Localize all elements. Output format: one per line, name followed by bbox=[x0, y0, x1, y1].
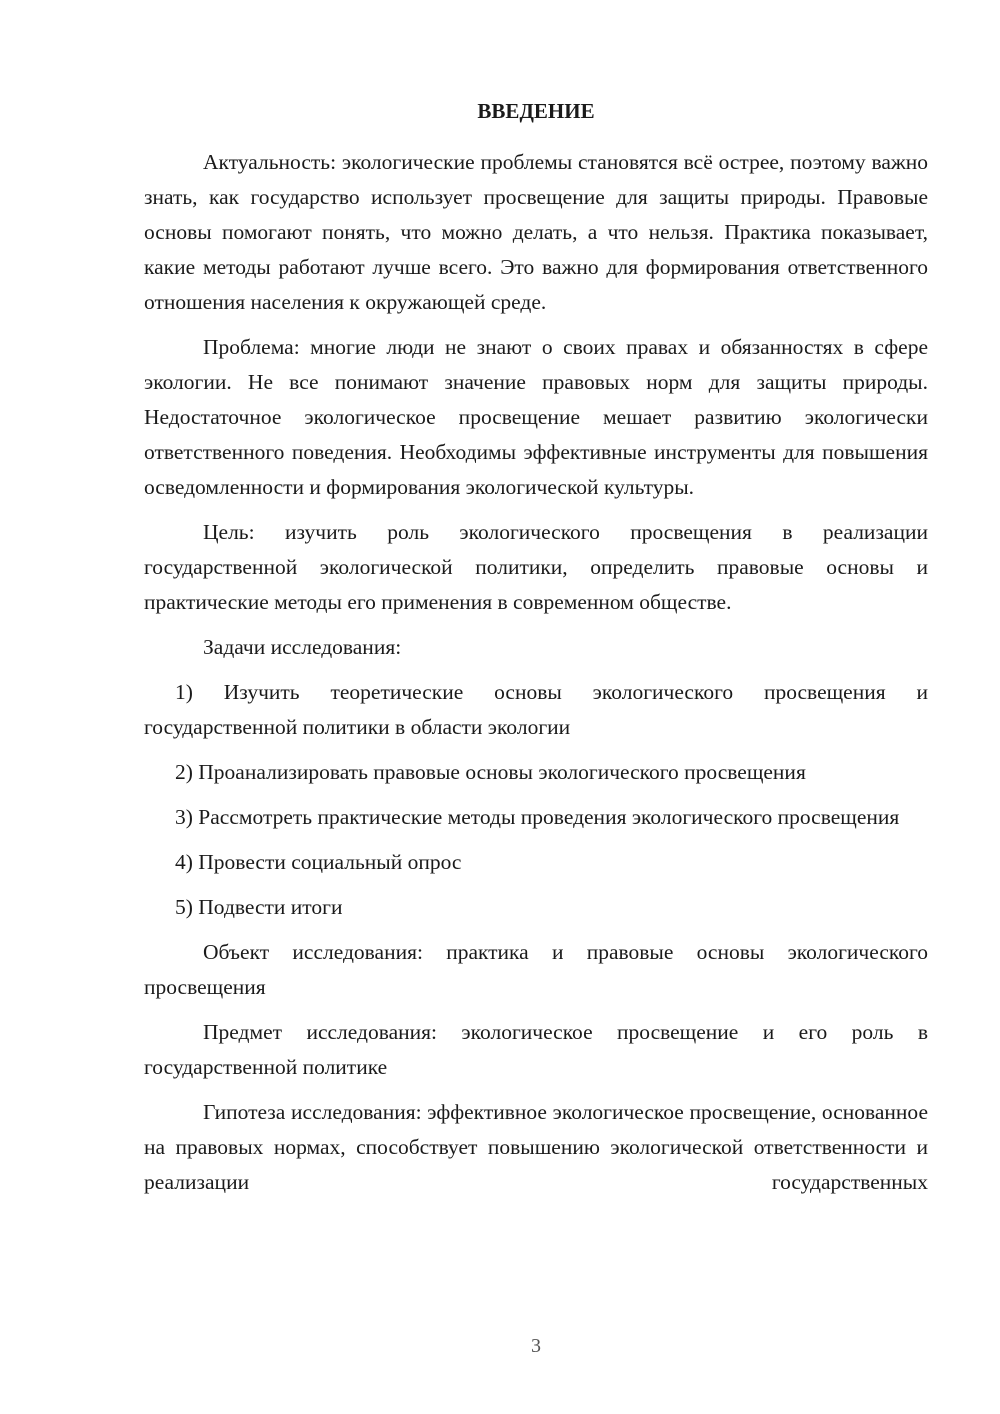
task-item-5: 5) Подвести итоги bbox=[175, 895, 343, 919]
goal-paragraph: Цель: изучить роль экологического просвещения в реализации государственной экологической политики, определить правовые основы и практические методы его применения в современном обществе. bbox=[144, 520, 928, 614]
task-item-2: 2) Проанализировать правовые основы экологического просвещения bbox=[175, 760, 806, 784]
problem-paragraph: Проблема: многие люди не знают о своих правах и обязанностях в сфере экологии. Не все понимают значение правовых норм для защиты природы. Недостаточное экологическое просвещение мешает развитию экологически ответственного поведения. Необходимы эффективные инструменты для повышения осведомленности и формирования экологической культуры. bbox=[144, 335, 928, 499]
task-item-4: 4) Провести социальный опрос bbox=[175, 850, 462, 874]
object-paragraph: Объект исследования: практика и правовые основы экологического просвещения bbox=[144, 940, 928, 999]
page-number: 3 bbox=[531, 1335, 541, 1357]
hypothesis-paragraph: Гипотеза исследования: эффективное экологическое просвещение, основанное на правовых нормах, способствует повышению экологической ответственности и реализации государственных bbox=[144, 1100, 928, 1194]
subject-paragraph: Предмет исследования: экологическое просвещение и его роль в государственной политике bbox=[144, 1020, 928, 1079]
tasks-heading: Задачи исследования: bbox=[203, 635, 402, 659]
document-body bbox=[144, 145, 928, 1210]
relevance-paragraph: Актуальность: экологические проблемы становятся всё острее, поэтому важно знать, как государство использует просвещение для защиты природы. Правовые основы помогают понять, что можно делать, а что нельзя. Практика показывает, какие методы работают лучше всего. Это важно для формирования ответственного отношения населения к окружающей среде. bbox=[144, 150, 928, 314]
task-item-3: 3) Рассмотреть практические методы проведения экологического просвещения bbox=[175, 805, 900, 829]
task-item-1: 1) Изучить теоретические основы экологического просвещения и государственной политики в области экологии bbox=[144, 680, 928, 739]
page-title: ВВЕДЕНИЕ bbox=[477, 99, 595, 123]
